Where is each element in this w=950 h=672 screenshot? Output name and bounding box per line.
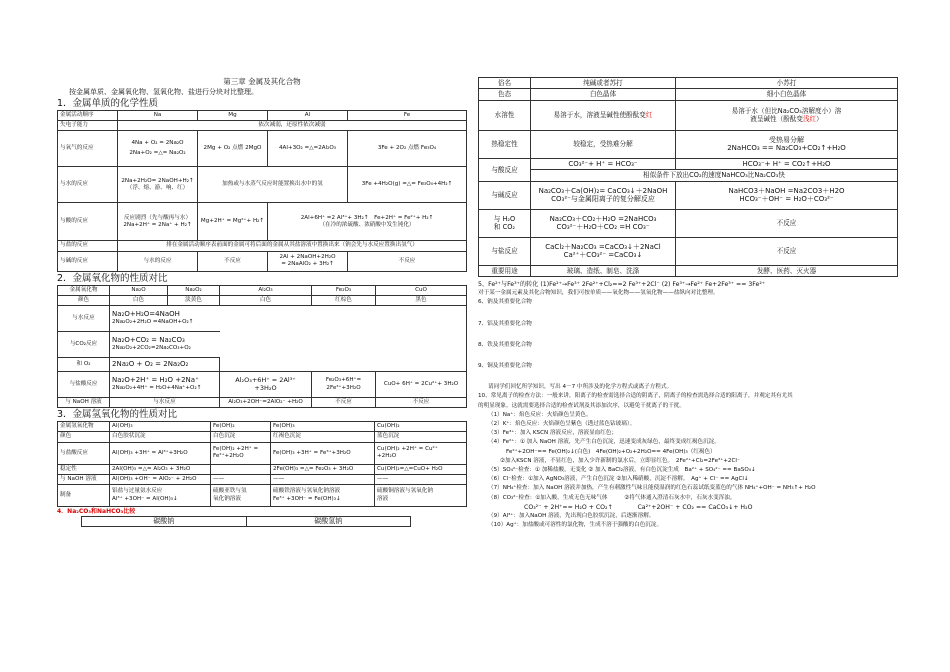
table-cell: 4Al+3O₂ =△=2Al₂O₃ [268, 131, 348, 167]
table-row [58, 398, 467, 408]
table-row [58, 203, 467, 241]
table-cell: 与酸反应 [479, 158, 531, 181]
table-cell: 红棕色 [312, 295, 376, 305]
solubility-text: 易溶于水（但比Na₂CO₃溶解度小）溶 [731, 106, 842, 115]
table-row [479, 158, 898, 169]
equation: CO₃²⁻＋H₂O＋CO₂ =H CO₃⁻ [556, 223, 650, 232]
table-cell: Al(OH)₃ +3H⁺ = Al³⁺+3H₂O [110, 442, 211, 464]
table-cell [531, 181, 676, 209]
note: 氧化钠溶液 [213, 495, 241, 502]
note: 铝盐与过量氨水反应 [112, 488, 163, 495]
table-row [58, 442, 467, 464]
note: 硫酸铜溶液与氢氧化钠 [377, 488, 433, 495]
section-4-heading: 4．Na₂CO₃和NaHCO₃比较 [57, 508, 136, 516]
note: 硫酸亚铁与氢 [213, 488, 247, 495]
equation: Na₂O+H₂O=4NaOH [112, 310, 180, 319]
table-cell: 小苏打 [676, 78, 898, 89]
table-cell: 金属氢氧化物 [58, 422, 110, 432]
table-row [58, 111, 467, 121]
table-cell: 失电子能力 [58, 121, 118, 131]
table-cell [375, 485, 467, 507]
note: 溶液 [377, 495, 389, 502]
equation: 2Na₂O₂+2H₂O =4NaOH+O₂↑ [112, 318, 194, 325]
table-cell: 2Mg + O₂ 点燃 2MgO [198, 131, 268, 167]
table-row [82, 517, 411, 527]
table-cell: 3Fe + 2O₂ 点燃 Fe₃O₄ [348, 131, 467, 167]
table-cell: 与水反应 [110, 398, 220, 408]
table-cell: 与盐酸反应 [58, 372, 110, 398]
table-cell [211, 485, 271, 507]
table-cell: 不反应 [376, 398, 467, 408]
table-cell: 俗名 [479, 78, 531, 89]
note: CO₃²⁻与金属阳离子的复分解反应 [551, 195, 655, 204]
text-line: （8）CO₃²⁻检查：①加入酸，生成无色无味气体 ②将气体通入澄清石灰水中，石灰水变浑浊。 [488, 494, 736, 501]
table-cell [211, 464, 271, 474]
text-line: ②加入KSCN 溶液，不显红色，加入少许新制的氯水后，立即显红色。 2Fe²⁺+Cl₂=2Fe³⁺+2Cl⁻ [500, 457, 740, 464]
table-cell [531, 100, 676, 130]
metal-hydroxide-table [57, 421, 467, 507]
table-cell [271, 485, 375, 507]
table-cell: Na [118, 111, 198, 121]
table-cell: —— [271, 474, 375, 484]
table-cell: CO₃²⁻+ H⁺ = HCO₃⁻ [531, 158, 676, 169]
table-cell: 热稳定性 [479, 130, 531, 158]
table-cell: 与碱的反应 [58, 251, 118, 271]
table-cell: 加热或与水蒸气反应时能置换出水中的氢 [198, 167, 348, 203]
table-cell: 白色 [220, 295, 312, 305]
table-cell: 2Al(OH)₃ =△= Al₂O₃ + 3H₂O [110, 464, 211, 474]
table-row [58, 167, 467, 203]
table-cell: 发酵、医药、灭火器 [676, 265, 898, 276]
table-cell: 与盐酸反应 [58, 442, 110, 464]
table-cell: 碳酸钠 [82, 517, 247, 527]
equation: Na₂CO₃＋CO₂＋H₂O =2NaHCO₃ [549, 214, 657, 223]
table-row [479, 130, 898, 158]
equation: Na₂CO₃＋Ca(OH)₂= CaCO₃↓＋2NaOH [538, 186, 668, 195]
equation: CaCl₂＋Na₂CO₃ =CaCO₃↓＋2NaCl [545, 242, 661, 251]
table-row [58, 251, 467, 271]
chapter-title: 第三章 金属及其化合物 [223, 77, 301, 86]
table-cell [110, 372, 220, 398]
table-cell: 颜色 [58, 295, 110, 305]
equation: 2Al + 2NaOH+2H₂O [279, 253, 336, 260]
table-cell [110, 485, 211, 507]
text-line: 7、铝及其重要化合物 [478, 320, 532, 327]
equation: 2Na₂O₂+2CO₂=2Na₂CO₃+O₂ [112, 344, 191, 351]
equation: Cu(OH)₂ +2H⁺ = Cu²⁺ [377, 445, 438, 452]
equation: Na₂O+CO₂ = Na₂CO₃ [112, 336, 185, 345]
table-cell: Al [268, 111, 348, 121]
table-cell: 重要用途 [479, 265, 531, 276]
table-cell: 白色 [110, 295, 168, 305]
equation: Na₂O+2H⁺ = H₂O +2Na⁺ [112, 376, 199, 385]
table-cell: 白色沉淀 [211, 432, 271, 442]
table-cell: 不反应 [676, 237, 898, 265]
text-line: 6、钠及其重要化合物 [478, 299, 532, 306]
table-cell: 排在金属活动顺序表前面的金属可将后面的金属从其盐溶液中置换出来（钠会先与水反应置换出氢气） [118, 241, 467, 251]
note: 硫酸铁溶液与氢氧化钠溶液 [273, 488, 341, 495]
table-row [479, 89, 898, 100]
table-cell: 与盐的反应 [58, 241, 118, 251]
table-row [479, 209, 898, 237]
text-line: 5、Fe²⁺与Fe³⁺的转化 (1)Fe²⁺→Fe³⁺ 2Fe²⁺+Cl₂==2 Fe³⁺+2Cl⁻ (2) Fe³⁺→Fe²⁺ Fe+2Fe³⁺ == 3Fe²⁺ [478, 281, 766, 289]
table-cell: Al₂O₃ [220, 285, 312, 295]
table-cell: 蓝色沉淀 [375, 432, 467, 442]
table-row [58, 485, 467, 507]
table-cell: Al₂O₃+2OH⁻=2AlO₂⁻ +H₂O [220, 398, 312, 408]
table-cell: Fe [348, 111, 467, 121]
table-cell: CuO+ 6H⁺ = 2Cu²⁺+ 3H₂O [376, 372, 467, 398]
section-3-heading: 3．金属氢氧化物的性质对比 [57, 409, 178, 421]
text-line: （3）Fe³⁺：加入 KSCN 溶液反应，溶液显血红色； [488, 430, 618, 437]
table-cell: 颜色 [58, 432, 110, 442]
text-line: 对于某一金属元素及其化合物知识，我们可按单质——氧化物——氢氧化物——盐纵向对比整理。 [478, 290, 719, 297]
text-line: 请同学们回忆所学知识，写出 4－7 中所涉及的化学方程式或离子方程式。 [488, 384, 673, 391]
table-cell [676, 130, 898, 158]
table-cell: 3Fe +4H₂O(g) =△= Fe₃O₄+4H₂↑ [348, 167, 467, 203]
equation: +3H₂O [254, 383, 277, 392]
table-cell: 与水的反应 [58, 167, 118, 203]
table-cell: 与 NaOH 溶液 [58, 474, 110, 484]
table-cell: —— [375, 474, 467, 484]
table-cell: Fe(OH)₃ [271, 422, 375, 432]
table-cell: 依次减弱，还原性依次减弱 [118, 121, 467, 131]
table-cell: 与酸的反应 [58, 203, 118, 241]
table-row [58, 464, 467, 474]
table-cell: 与 NaOH 溶液 [58, 398, 110, 408]
table-cell: 色态 [479, 89, 531, 100]
table-cell: 不反应 [676, 209, 898, 237]
table-row [479, 170, 898, 181]
table-row [58, 474, 467, 484]
table-row [479, 237, 898, 265]
table-cell [211, 442, 271, 464]
equation: Al₂O₃+6H⁺ = 2Al³⁺ [235, 376, 296, 385]
note: （浮、熔、游、响、红） [126, 184, 189, 191]
table-cell [531, 209, 676, 237]
table-cell: 不反应 [312, 398, 376, 408]
table-cell: 与水反应 [58, 306, 110, 332]
table-cell: 制备 [58, 485, 110, 507]
table-row [58, 295, 467, 305]
table-cell: 不反应 [348, 251, 467, 271]
table-row [479, 265, 898, 276]
highlight-text: 红 [645, 111, 653, 120]
table-cell [268, 203, 467, 241]
row-label: 与 H₂O [493, 214, 516, 223]
table-cell: 与CO₂反应 [58, 332, 110, 358]
table-cell: 稳定性 [58, 464, 110, 474]
text-line: Fe²⁺+2OH⁻== Fe(OH)₂↓(白色) 4Fe(OH)₂+O₂+2H₂O== 4Fe(OH)₃（红褐色） [506, 448, 716, 455]
table-row [58, 422, 467, 432]
equation: Fe(OH)₂ +2H⁺ = [213, 445, 259, 452]
table-cell: Al(OH)₃ [110, 422, 211, 432]
intro-text: 按金属单质、金属氧化物、氢氧化物、盐进行分块对比整理。 [69, 88, 258, 96]
table-cell: 白色晶体 [531, 89, 676, 100]
table-cell [220, 358, 467, 372]
table-cell: 细小白色晶体 [676, 89, 898, 100]
table-cell: HCO₃⁻+ H⁺ = CO₂↑+H₂O [676, 158, 898, 169]
table-cell: 2Na₂O + O₂ = 2Na₂O₂ [110, 358, 220, 372]
text-line: （10）Ag⁺：加盐酸或可溶性的氯化物，生成不溶于强酸的白色沉淀。 [488, 522, 663, 529]
table-cell: Fe(OH)₃ +3H⁺ = Fe³⁺+3H₂O [271, 442, 375, 464]
note: 受热易分解 [769, 135, 804, 144]
equation: Fe₂O₃+6H⁺= [325, 377, 362, 384]
equation: 2Na+2H₂O= 2NaOH+H₂↑ [121, 177, 194, 184]
table-row [479, 78, 898, 89]
table-cell: 和 O₂ [58, 358, 110, 372]
solubility-text: ） [816, 115, 823, 124]
equation: 4Na + O₂ = 2Na₂O [131, 140, 184, 147]
table-cell [220, 372, 312, 398]
table-row [58, 131, 467, 167]
left-column [57, 0, 467, 527]
table-cell: Al(OH)₃ +OH⁻ = AlO₂⁻ + 2H₂O [110, 474, 211, 484]
section-2-heading: 2．金属氧化物的性质对比 [57, 272, 168, 284]
table-cell [676, 100, 898, 130]
table-row [58, 121, 467, 131]
table-cell: Mg [198, 111, 268, 121]
table-cell [118, 131, 198, 167]
table-cell: 与碱反应 [479, 181, 531, 209]
table-cell [220, 332, 467, 358]
table-cell: 纯碱或者苏打 [531, 78, 676, 89]
table-row [58, 285, 467, 295]
carbonate-header-table [81, 516, 411, 527]
text-line: （6）Cl⁻检查：①加入 AgNO₃溶液，产生白色沉淀 ②加入稀硝酸，沉淀不溶解。 Ag⁺ + Cl⁻ == AgCl↓ [488, 476, 749, 483]
text-line: （9）Al³⁺：加入NaOH 溶液，先出现白色胶状沉淀，后逐渐溶解。 [488, 513, 655, 520]
table-cell: 白色胶状沉淀 [110, 432, 211, 442]
carbonate-compare-table [478, 77, 898, 277]
table-cell: Fe₂O₃ [312, 285, 376, 295]
equation: 2Na+O₂ =△= Na₂O₂ [129, 150, 186, 157]
table-cell [110, 306, 220, 332]
table-cell: 金属氧化物 [58, 285, 110, 295]
table-cell: Fe(OH)₂ [211, 422, 271, 432]
table-row [58, 241, 467, 251]
note: （在冷的浓硫酸、浓硝酸中发生钝化） [319, 221, 415, 228]
table-row [58, 372, 467, 398]
solubility-text: 易溶于水，溶液呈碱性使酚酞变 [553, 111, 646, 120]
table-cell: 与氧气的反应 [58, 131, 118, 167]
text-line: （5）SO₄²⁻检查：① 加稀盐酸，无变化 ② 加入 BaCl₂溶液，有白色沉淀生成 Ba²⁺ + SO₄²⁻ == BaSO₄↓ [488, 467, 756, 474]
equation: Fe²⁺+2H₂O [213, 453, 244, 460]
table-cell [312, 372, 376, 398]
table-cell [268, 251, 348, 271]
metal-oxide-table [57, 285, 467, 409]
table-cell: CuO [376, 285, 467, 295]
table-cell: 碳酸氢钠 [246, 517, 411, 527]
table-cell: 水溶性 [479, 100, 531, 130]
table-cell: 玻璃、造纸、制皂、洗涤 [531, 265, 676, 276]
equation: = 2NaAlO₂ + 3H₂↑ [281, 261, 334, 268]
equation: NaHCO3＋NaOH =Na2CO3＋H2O [728, 186, 845, 195]
text-line: 9、铜及其重要化合物 [478, 363, 532, 370]
table-row [479, 181, 898, 209]
equation: Al³⁺ +3OH⁻ = Al(OH)₃↓ [112, 495, 178, 502]
table-row [58, 332, 467, 358]
table-cell: 相似条件下放出CO₂的速度NaHCO₃比Na₂CO₃快 [531, 170, 898, 181]
table-row [58, 358, 467, 372]
equation: 2Na₂O₂+4H⁺ = H₂O+4Na⁺+O₂↑ [112, 384, 202, 391]
table-row [58, 306, 467, 332]
section-1-heading: 1．金属单质的化学性质 [57, 98, 159, 109]
solubility-text: 液呈碱性（酚酞变 [750, 115, 803, 124]
equation: HCO₃⁻＋OH⁻ = H₂O＋CO₃²⁻ [739, 195, 834, 204]
text-line: （4）Fe²⁺：① 加入 NaOH 溶液，先产生白色沉淀，迅速变成灰绿色，最终变成红褐色沉淀。 [488, 439, 720, 446]
text-line: CO₃²⁻ + 2H⁺== H₂O + CO₂↑ Ca²⁺+2OH⁻ + CO₂ == CaCO₃↓+ H₂O [524, 503, 753, 511]
table-cell [531, 237, 676, 265]
table-cell [375, 442, 467, 464]
table-cell: Na₂O₂ [168, 285, 220, 295]
text-line: 8、铁及其重要化合物 [478, 341, 532, 348]
equation: Ca²⁺＋CO₃²⁻ =CaCO₃↓ [563, 251, 643, 260]
text-line: （7）NH₄⁺检查：加入 NaOH 溶液并加热，产生有刺激性气味且能使湿润的红色石蕊试纸变蓝色的气体 NH₄⁺+OH⁻ = NH₃↑+ H₂O [488, 485, 816, 492]
table-cell [676, 181, 898, 209]
table-row [479, 100, 898, 130]
table-cell: 不反应 [198, 251, 268, 271]
table-cell [118, 167, 198, 203]
table-cell: 与水的反应 [118, 251, 198, 271]
table-cell: Cu(OH)₂=△=CuO+ H₂O [375, 464, 467, 474]
table-cell [220, 306, 467, 332]
equation: +2H₂O [377, 453, 397, 460]
text-line: （1）Na⁺：焰色反应：火焰颜色呈黄色。 [488, 411, 592, 418]
table-cell: 反应剧烈（先与酸再与水）2Na+2H⁺ = 2Na⁺ + H₂↑ [118, 203, 198, 241]
table-cell: 较稳定，受热难分解 [531, 130, 676, 158]
equation: Fe³⁺ +3OH⁻ = Fe(OH)₃↓ [273, 495, 341, 502]
table-cell: 2Fe(OH)₃ =△= Fe₂O₃ + 3H₂O [271, 464, 375, 474]
equation: 2NaHCO₃ == Na₂CO₃+CO₂↑+H₂O [727, 144, 846, 153]
metal-element-table [57, 110, 467, 272]
table-cell: 黑色 [376, 295, 467, 305]
table-cell: 与盐反应 [479, 237, 531, 265]
highlight-text: 浅红 [802, 115, 817, 124]
table-cell: Cu(OH)₂ [375, 422, 467, 432]
table-cell: 红褐色沉淀 [271, 432, 375, 442]
table-cell [110, 332, 220, 358]
text-line: （2）K⁺：焰色反应：火焰颜色呈紫色（透过蓝色钴玻璃）。 [488, 421, 636, 428]
text-line: 10、常见离子的检查方法：一般来讲，阳离子的检查需选择合适的阴离子，阴离子的检查需选择合适的阳离子，并观定其有尤其 [478, 393, 793, 400]
table-row [58, 432, 467, 442]
equation: 2Fe³⁺+3H₂O [326, 384, 361, 391]
table-cell: —— [211, 474, 271, 484]
equation: 2Al+6H⁺ =2 Al³⁺+ 3H₂↑ Fe+2H⁺ = Fe²⁺+ H₂↑ [300, 214, 434, 221]
row-label: 和 CO₂ [493, 223, 516, 232]
table-cell: 金属活动顺序 [58, 111, 118, 121]
right-column [478, 0, 898, 531]
text-line: 的明显现象。这就需要选择合适的检查试剂及其添加次序，以避免干扰离子的干扰。 [478, 402, 685, 409]
table-cell: Na₂O [110, 285, 168, 295]
table-cell: Mg+2H⁺ = Mg²⁺+ H₂↑ [198, 203, 268, 241]
notes-block [478, 280, 898, 530]
table-cell [479, 209, 531, 237]
table-cell: 淡黄色 [168, 295, 220, 305]
